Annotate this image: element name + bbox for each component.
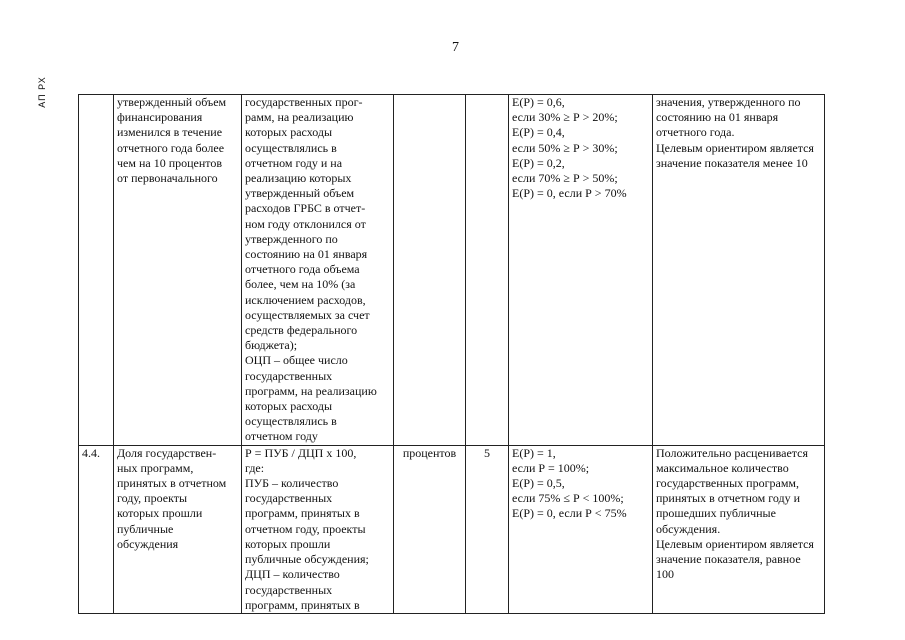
formula-cell: государственных прог- рамм, на реализацию которых расходы осуществлялись в отчетном году и на реализацию которых утвержденный объем расходов ГРБС в отчет- ном году отклонился от утвержденного по состоянию на 01 января отчетного года объема более, чем на 10% (за исключением расходов, осуществляемых за счет средств федерального бюджета); ОЦП – общее число государственных программ, на реализацию которых расходы осуществлялись в отчетном году <box>242 95 394 446</box>
indicator-name-cell: утвержденный объем финансирования изменился в течение отчетного года более чем на 10 процентов от первоначального <box>114 95 242 446</box>
side-stamp: АП РХ <box>37 76 47 108</box>
row-number-cell <box>79 95 114 446</box>
weight-cell <box>466 95 509 446</box>
formula-cell: Р = ПУБ / ДЦП х 100, где: ПУБ – количество государственных программ, принятых в отчетном году, проекты которых прошли публичные обсуждения; ДЦП – количество государственных программ, принятых в <box>242 445 394 613</box>
evaluation-cell: Е(Р) = 0,6, если 30% ≥ Р > 20%; Е(Р) = 0,4, если 50% ≥ Р > 30%; Е(Р) = 0,2, если 70% ≥ Р > 50%; Е(Р) = 0, если Р > 70% <box>509 95 653 446</box>
comment-cell: Положительно расценивается максимальное количество государственных программ, принятых в отчетном году и прошедших публичные обсуждения. Целевым ориентиром является значение показателя, равное 100 <box>653 445 825 613</box>
evaluation-cell: Е(Р) = 1, если Р = 100%; Е(Р) = 0,5, если 75% ≤ Р < 100%; Е(Р) = 0, если Р < 75% <box>509 445 653 613</box>
table-row <box>79 95 825 446</box>
table-row <box>79 445 825 613</box>
criteria-table <box>78 94 825 614</box>
unit-cell <box>394 95 466 446</box>
row-number-cell: 4.4. <box>79 445 114 613</box>
indicator-name-cell: Доля государствен- ных программ, принятых в отчетном году, проекты которых прошли публичные обсуждения <box>114 445 242 613</box>
page-number: 7 <box>452 40 459 55</box>
weight-cell: 5 <box>466 445 509 613</box>
comment-cell: значения, утвержденного по состоянию на 01 января отчетного года. Целевым ориентиром является значение показателя менее 10 <box>653 95 825 446</box>
unit-cell: процентов <box>394 445 466 613</box>
